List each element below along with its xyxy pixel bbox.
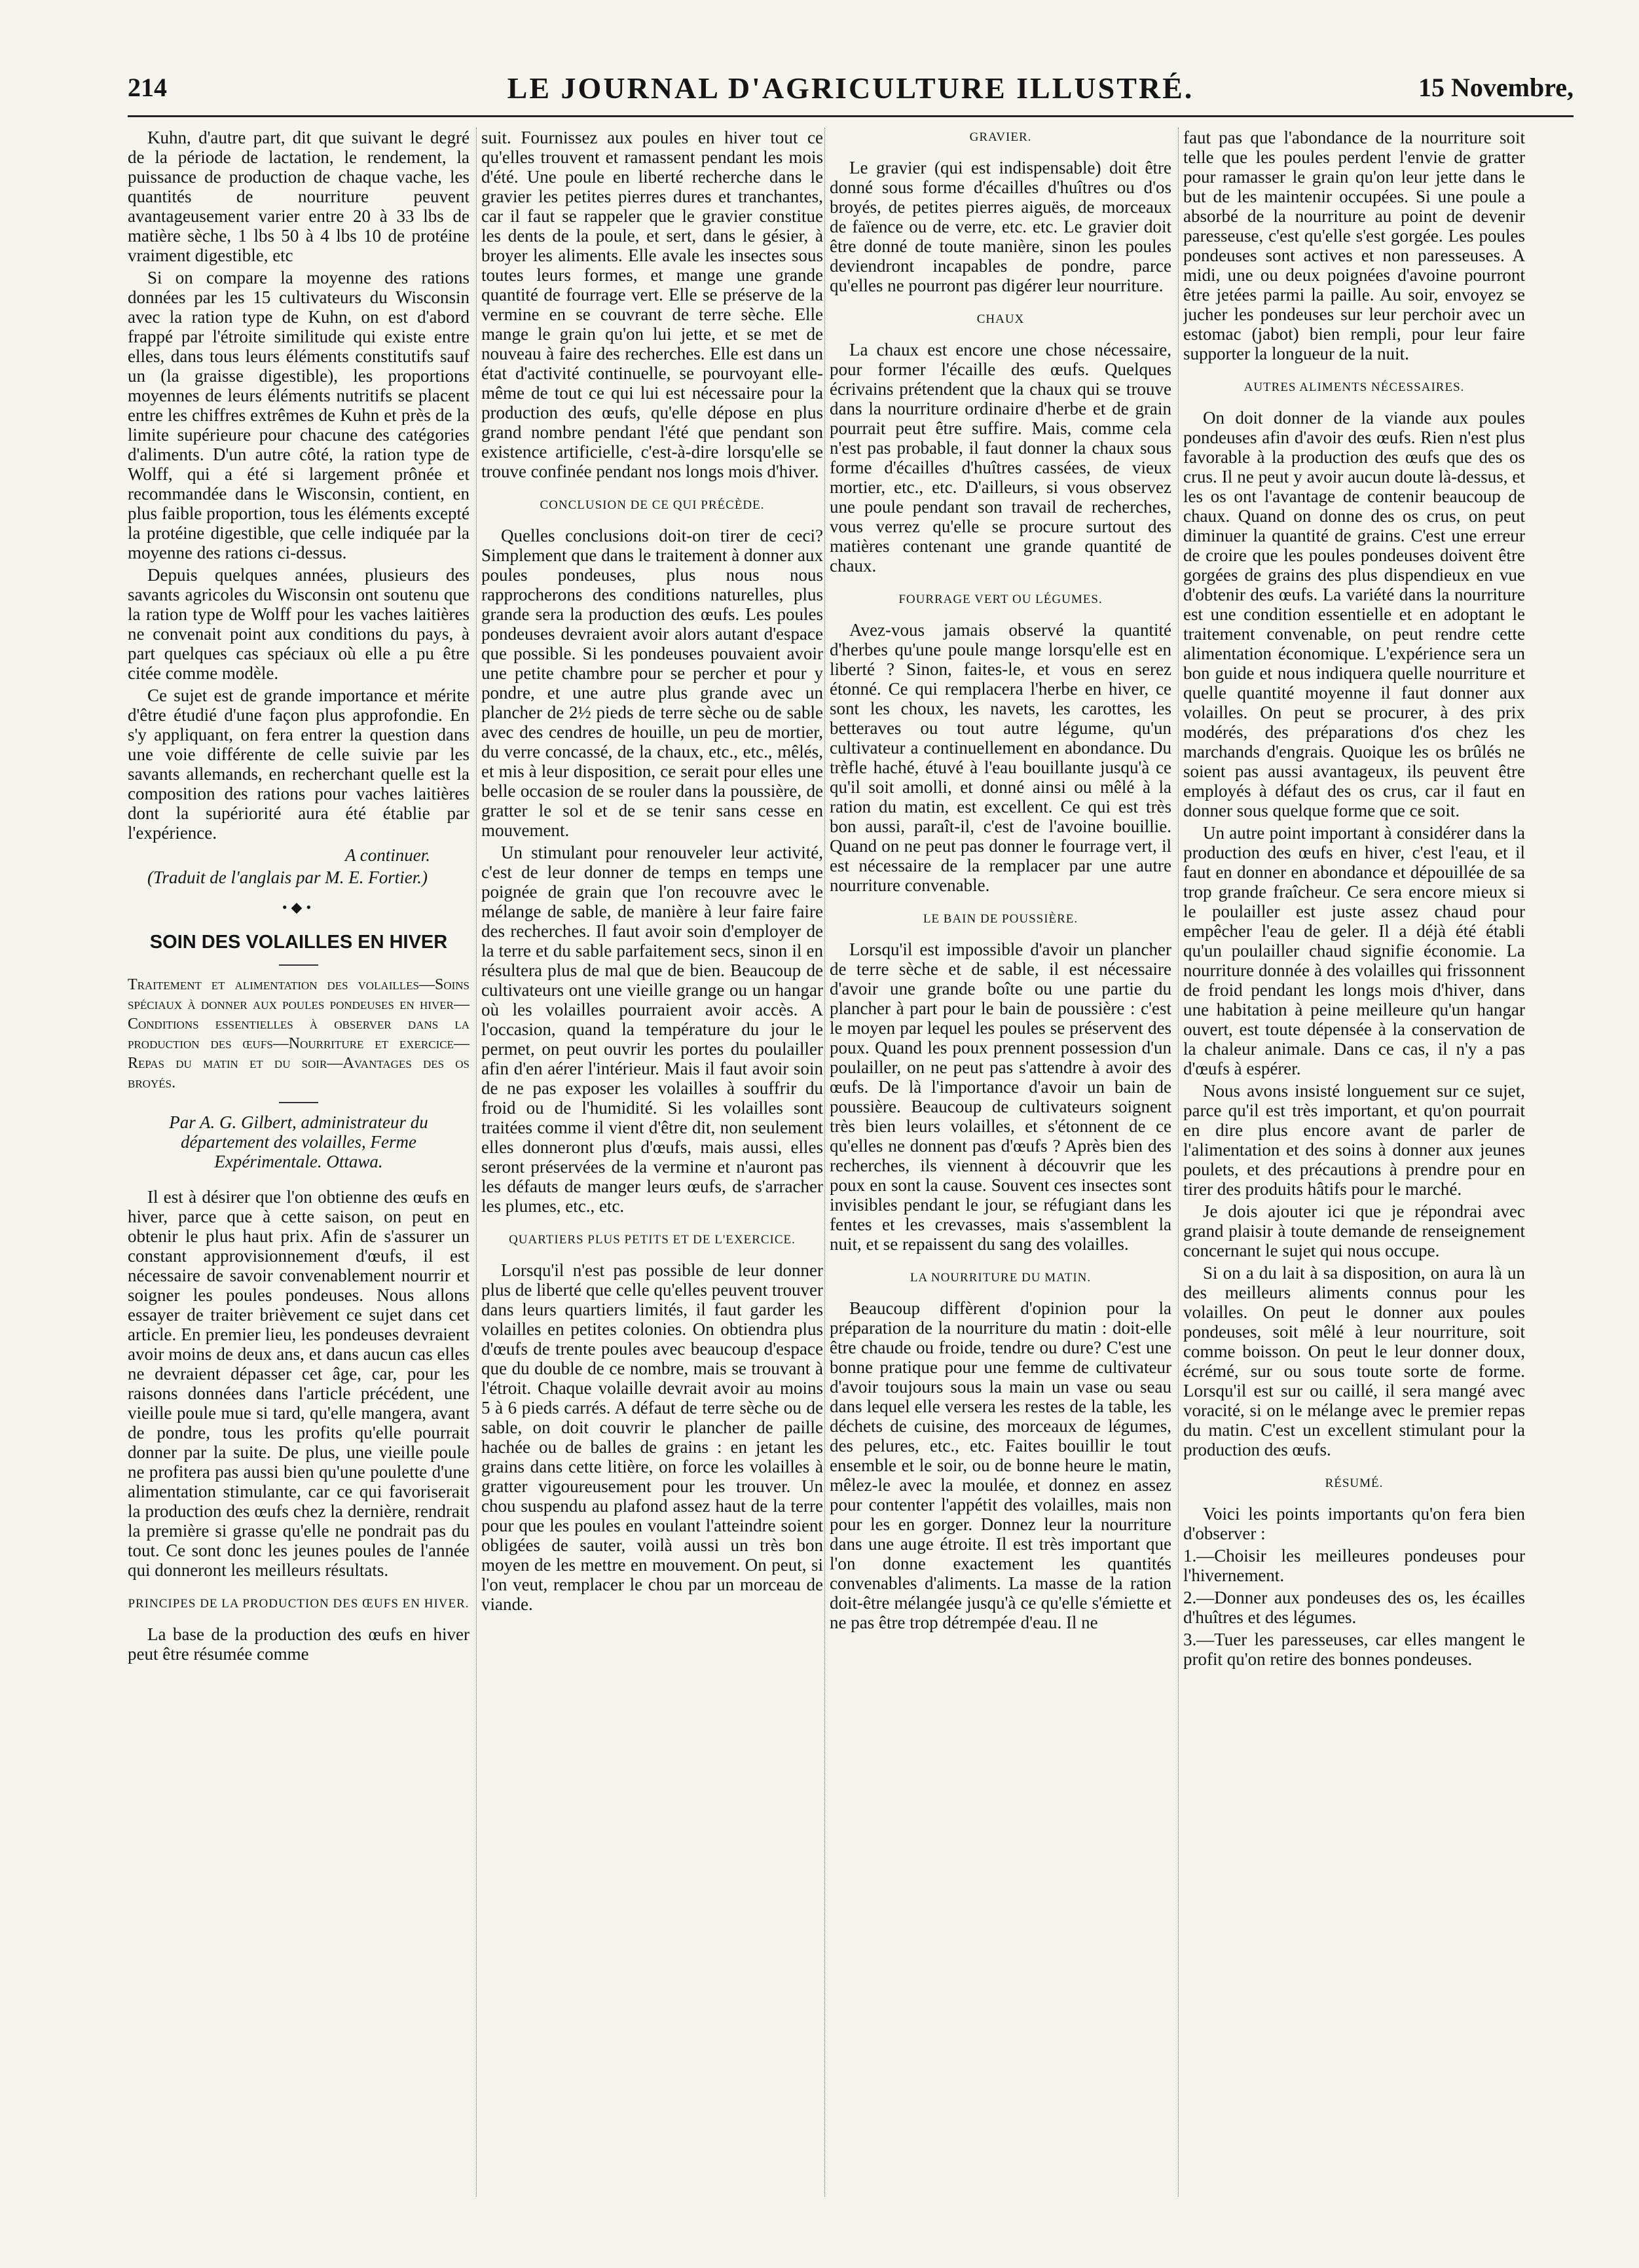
paragraph: Voici les points importants qu'on fera bien d'observer : — [1183, 1504, 1525, 1543]
paragraph: Un autre point important à considérer dans la production des œufs en hiver, c'est l'eau, et il faut en donner en abondance et dépouillée de sa trop grande fraîcheur. Ce sera encore mieux si le poulailler est juste assez chaud pour empêcher l'eau de geler. Il a déjà été établi qu'un poulailler chaud signifie économie. La nourriture donnée à des volailles qui frissonnent de froid pendant les longs mois d'hiver, dans une habitation à peine meilleure qu'un hangar ouvert, est toute dépensée à la conservation de la chaleur animale. Dans ce cas, il n'y a pas d'œufs à espérer. — [1183, 823, 1525, 1078]
column-4 — [1183, 128, 1525, 2206]
page-header — [128, 65, 1574, 111]
section-heading: CHAUX — [976, 312, 1025, 326]
list-item: 1.—Choisir les meilleures pondeuses pour l'hivernement. — [1183, 1546, 1525, 1585]
journal-title: LE JOURNAL D'AGRICULTURE ILLUSTRÉ. — [507, 71, 1194, 105]
list-item: 3.—Tuer les paresseuses, car elles mangent le profit qu'on retire des bonnes pondeuses. — [1183, 1630, 1525, 1669]
author-byline: Par A. G. Gilbert, administrateur du département des volailles, Ferme Expérimentale. Ottawa. — [169, 1112, 428, 1171]
paragraph: Il est à désirer que l'on obtienne des œufs en hiver, parce que à cette saison, on peut en obtenir le plus haut prix. Afin de s'assurer un constant approvisionnement d'œufs, il est nécessaire de savoir convenablement nourrir et soigner les poules pondeuses. Nous allons essayer de traiter brièvement ce sujet dans cet article. En premier lieu, les pondeuses devraient avoir moins de deux ans, et dans aucun cas elles ne devraient dépasser cet âge, car, pour les raisons données dans l'article précédent, une vieille poule mue si tard, qu'elle mangera, avant de pondre, tous les profits qu'elle pourrait donner par la suite. De plus, une vieille poule ne profitera pas aussi bien qu'une poulette d'une alimentation stimulante, car ce qui favoriserait la production des œufs chez la dernière, rendrait la première si grasse qu'elle ne pondrait pas du tout. Ce sont donc les jeunes poules de l'année qui donneront les meilleurs résultats. — [128, 1187, 470, 1580]
issue-date: 15 Novembre, — [1418, 73, 1574, 102]
paragraph: Depuis quelques années, plusieurs des savants agricoles du Wisconsin ont soutenu que la ration type de Wolff pour les vaches laitières ne convenait point aux conditions du pays, à part quelques cas spéciaux où elle a pu être citée comme modèle. — [128, 565, 470, 683]
paragraph: Quelles conclusions doit-on tirer de ceci? Simplement que dans le traitement à donner aux poules pondeuses, plus nous nous rapprocherons des conditions naturelles, plus grande sera la production des œufs. Les poules pondeuses devraient avoir alors autant d'espace que possible. Si les pondeuses pouvaient avoir une petite chambre pour se percher et pour y pondre, et une autre plus grande avec un plancher de 2½ pieds de terre sèche ou de sable avec des cendres de houille, un peu de mortier, du verre concassé, de la chaux, etc., etc., mêlés, et mis à leur disposition, ce serait pour elles une belle occasion de se rouler dans la poussière, de gratter le sol et de se tenir sans cesse en mouvement. — [481, 526, 823, 840]
header-rule — [128, 115, 1574, 117]
summary-list — [1183, 1546, 1525, 1669]
page-number: 214 — [128, 73, 167, 102]
paragraph: La base de la production des œufs en hiver peut être résumée comme — [128, 1624, 470, 1664]
section-heading: LE BAIN DE POUSSIÈRE. — [923, 912, 1078, 926]
column-2 — [481, 128, 823, 2206]
paragraph: Lorsqu'il est impossible d'avoir un plancher de terre sèche et de sable, il est nécessaire d'avoir une grande boîte ou une partie du plancher à part pour le bain de poussière : c'est le moyen par lequel les poules se préservent des poux. Quand les poux prennent possession d'un poulailler, on ne peut pas s'attendre à avoir des œufs. De là l'importance d'avoir un bain de poussière. Beaucoup de cultivateurs soignent très bien leurs volailles, et s'étonnent de ce qu'elles ne donnent pas d'œufs ? Après bien des recherches, ils viennent à découvrir que les poux en sont la cause. Souvent ces insectes sont invisibles pendant le jour, se réfugiant dans les fentes et les crevasses, mais s'assemblent la nuit, et se repaissent du sang des volailles. — [830, 940, 1171, 1254]
article-title: SOIN DES VOLAILLES EN HIVER — [149, 932, 448, 953]
title-rule — [279, 964, 318, 966]
section-heading: PRINCIPES DE LA PRODUCTION DES ŒUFS EN HIVER. — [128, 1597, 470, 1611]
paragraph: Le gravier (qui est indispensable) doit être donné sous forme d'écailles d'huîtres ou d'os broyés, de petites pierres aiguës, de morceaux de faïence ou de verre, etc. etc. Le gravier doit être donné de toute manière, sinon les poules deviendront incapables de pondre, parce qu'elles ne pourront pas digérer leur nourriture. — [830, 158, 1171, 295]
paragraph: Beaucoup diffèrent d'opinion pour la préparation de la nourriture du matin : doit-elle être chaude ou froide, tendre ou dure? C'est une bonne pratique pour une femme de cultivateur d'avoir toujours sous la main un vase ou seau dans lequel elle versera les restes de la table, les déchets de cuisine, des morceaux de légumes, des pelures, etc., etc. Faites bouillir le tout ensemble et le soir, ou de bonne heure le matin, mêlez-le avec la moulée, et donnez en assez pour contenter l'appétit des volailles, mais non pour les en gorger. Donnez leur la nourriture dans une auge étroite. Il est très important que l'on donne exactement les quantités convenables d'aliments. La masse de la ration doit-être mélangée jusqu'à ce qu'elle s'émiette et ne pas être trop détrempée d'eau. Il ne — [830, 1298, 1171, 1632]
paragraph: Kuhn, d'autre part, dit que suivant le degré de la période de lactation, le rendement, la puissance de production de chaque vache, les quantités de nourriture peuvent avantageusement varier entre 20 à 33 lbs de matière sèche, 1 lbs 50 à 4 lbs 10 de protéine vraiment digestible, etc — [128, 128, 470, 265]
column-1 — [128, 128, 470, 2206]
section-heading: AUTRES ALIMENTS NÉCESSAIRES. — [1243, 380, 1465, 394]
section-heading: RÉSUMÉ. — [1325, 1476, 1384, 1490]
paragraph: Si on compare la moyenne des rations données par les 15 cultivateurs du Wisconsin avec la ration type de Kuhn, on est d'abord frappé par l'étroite similitude qui existe entre elles, dans tous leurs éléments constitutifs sauf un (la graisse digestible), les proportions moyennes de leurs éléments nutritifs se placent entre les chiffres extrêmes de Kuhn et près de la limite supérieure pour chacune des catégories d'aliments. D'un autre côté, la ration type de Wolff, qui a été si largement prônée et recommandée dans le Wisconsin, contient, en plus faible proportion, tous les éléments excepté la protéine digestible, que celle indiquée par la moyenne des rations ci-dessus. — [128, 268, 470, 562]
translator-credit: (Traduit de l'anglais par M. E. Fortier.) — [147, 868, 428, 887]
section-heading: QUARTIERS PLUS PETITS ET DE L'EXERCICE. — [509, 1233, 796, 1247]
paragraph: Je dois ajouter ici que je répondrai avec grand plaisir à toute demande de renseignement concernant le sujet qui nous occupe. — [1183, 1201, 1525, 1260]
section-heading: LA NOURRITURE DU MATIN. — [910, 1271, 1092, 1285]
column-divider — [476, 128, 477, 2197]
paragraph: Lorsqu'il n'est pas possible de leur donner plus de liberté que celle qu'elles peuvent trouver dans leurs quartiers limités, il faut garder les volailles en petites colonies. On obtiendra plus d'œufs de trente poules avec beaucoup d'espace que du double de ce nombre, mais se trouvant à l'étroit. Chaque volaille devrait avoir au moins 5 à 6 pieds carrés. A défaut de terre sèche ou de sable, on doit couvrir le plancher de paille hachée ou de balles de grains : en jetant les grains dans cette litière, on force les volailles à gratter vigoureusement pour les trouver. Un chou suspendu au plafond assez haut de la terre pour que les poules en voulant l'atteindre soient obligées de sauter, voilà aussi un très bon moyen de les mettre en mouvement. On peut, si l'on veut, remplacer le chou par un morceau de viande. — [481, 1260, 823, 1614]
paragraph: Nous avons insisté longuement sur ce sujet, parce qu'il est très important, et qu'on pourrait en dire plus encore avant de parler de l'alimentation et des soins à donner aux jeunes poulets, et des précautions à prendre pour en tirer des produits hâtifs pour le marché. — [1183, 1081, 1525, 1199]
ornament-separator: •◆• — [282, 899, 316, 915]
paragraph: On doit donner de la viande aux poules pondeuses afin d'avoir des œufs. Rien n'est plus favorable à la production des œufs que des os crus. Il ne peut y avoir aucun doute là-dessus, et les os ont l'avantage de contenir beaucoup de chaux. Quand on donne des os crus, on peut diminuer la quantité de grains. C'est une erreur de croire que les poules pondeuses doivent être gorgées de grains des plus dispendieux en vue d'obtenir des œufs. La variété dans la nourriture est une condition essentielle et en adoptant le traitement convenable, on peut rendre cette alimentation économique. L'expérience sera un bon guide et nous indiquera quelle nourriture et quelle quantité moyenne il faut donner aux volailles. On peut se procurer, à des prix modérés, des préparations d'os chez les marchands d'engrais. Quoique les os brûlés ne soient pas aussi avantageux, ils peuvent être employés à défaut des os crus, car il faut en donner sous quelque forme que ce soit. — [1183, 408, 1525, 820]
column-3 — [830, 128, 1171, 2206]
section-heading: FOURRAGE VERT OU LÉGUMES. — [898, 593, 1103, 606]
column-divider — [1178, 128, 1179, 2197]
paragraph: suit. Fournissez aux poules en hiver tout ce qu'elles trouvent et ramassent pendant les mois d'été. Une poule en liberté recherche dans le gravier les petites pierres dures et tranchantes, car il faut se rappeler que le gravier constitue les dents de la poule, et sert, dans le gésier, à broyer les aliments. Elle avale les insectes sous toutes leurs formes, et mange une grande quantité de fourrage vert. Elle se préserve de la vermine en se couvrant de terre sèche. Elle mange le grain qu'on lui jette, et se met de nouveau à faire des recherches. Elle est dans un état d'activité continuelle, se pourvoyant elle-même de tout ce qui lui est nécessaire pour la production des œufs, qu'elle dépose en plus grand nombre pendant l'été que pendant son existence artificielle, c'est-à-dire lorsqu'elle se trouve confinée pendant nos longs mois d'hiver. — [481, 128, 823, 481]
paragraph: Un stimulant pour renouveler leur activité, c'est de leur donner de temps en temps une poignée de grain que l'on recouvre avec le mélange de sable, de manière à leur faire faire des recherches. Il faut avoir soin d'employer de la terre et du sable parfaitement secs, sinon il en résultera plus de mal que de bien. Beaucoup de cultivateurs ont une vieille grange ou un hangar où les volailles pourraient avoir accès. A l'occasion, quand la température du jour le permet, on peut ouvrir les portes du poulailler afin d'en aérer l'intérieur. Mais il faut avoir soin de ne pas exposer les volailles à souffrir du froid ou de l'humidité. Si les volailles sont traitées comme il vient d'être dit, non seulement elles donneront plus d'œufs, mais aussi, elles seront préservées de la vermine et n'auront pas les défauts de manger leurs œufs, de s'arracher les plumes, etc., etc. — [481, 843, 823, 1216]
column-divider — [824, 128, 825, 2197]
continuation-note: A continuer. — [345, 845, 430, 865]
section-heading: GRAVIER. — [969, 130, 1032, 144]
paragraph: Si on a du lait à sa disposition, on aura là un des meilleurs aliments connus pour les volailles. On peut le donner aux poules pondeuses, soit mêlé à leur nourriture, soit comme boisson. On peut le leur donner doux, écrémé, sur ou sous toute sorte de forme. Lorsqu'il est sur ou caillé, il sera mangé avec voracité, si on le mélange avec le premier repas du matin. C'est un excellent stimulant pour la production des œufs. — [1183, 1263, 1525, 1459]
paragraph: La chaux est encore une chose nécessaire, pour former l'écaille des œufs. Quelques écrivains prétendent que la chaux qui se trouve dans la nourriture ordinaire d'herbe et de grain pourrait peut être suffire. Mais, comme cela n'est pas probable, il faut donner la chaux sous forme d'écailles d'huîtres cassées, de vieux mortier, etc., etc. D'ailleurs, si vous observez une poule pendant son travail de recherches, vous verrez qu'elle se procure surtout des matières contenant une grande quantité de chaux. — [830, 340, 1171, 576]
section-heading: CONCLUSION DE CE QUI PRÉCÈDE. — [540, 498, 765, 512]
paragraph: Avez-vous jamais observé la quantité d'herbes qu'une poule mange lorsqu'elle est en liberté ? Sinon, faites-le, et vous en serez étonné. Ce qui remplacera l'herbe en hiver, ce sont les choux, les navets, les carottes, les betteraves ou tout autre légume, qu'un cultivateur a continuellement en abondance. Du trèfle haché, étuvé à l'eau bouillante jusqu'à ce qu'il soit amolli, et donné ainsi ou mêlé à la ration du matin, est excellent. Ce qui est très bon aussi, paraît-il, c'est de l'avoine bouillie. Quand on ne peut pas donner le fourrage vert, il est nécessaire de la remplacer par une autre nourriture convenable. — [830, 620, 1171, 895]
list-item: 2.—Donner aux pondeuses des os, les écailles d'huîtres et des légumes. — [1183, 1588, 1525, 1627]
paragraph: faut pas que l'abondance de la nourriture soit telle que les poules perdent l'envie de gratter pour ramasser le grain qu'on leur jette dans le but de les maintenir occupées. Si une poule a absorbé de la nourriture au point de devenir paresseuse, c'est qu'elle s'est gorgée. Les poules pondeuses sont actives et non paresseuses. A midi, une ou deux poignées d'avoine pourront être jetées parmi la paille. Au soir, envoyez se jucher les pondeuses sur leur perchoir avec un estomac (jabot) bien rempli, pour leur faire supporter la longueur de la nuit. — [1183, 128, 1525, 363]
subtitle-rule — [279, 1102, 318, 1103]
article-subtitle: Traitement et alimentation des volailles—Soins spéciaux à donner aux poules pondeuses en hiver—Conditions essentielles à observer dans la production des œufs—Nourriture et exercice—Repas du matin et du soir—Avantages des os broyés. — [128, 976, 470, 1091]
paragraph: Ce sujet est de grande importance et mérite d'être étudié d'une façon plus approfondie. En s'y appliquant, on fera entrer la question dans une voie différente de celle suivie par les savants allemands, en recherchant quelle est la composition des rations pour vaches laitières dont la supériorité aura été établie par l'expérience. — [128, 686, 470, 843]
